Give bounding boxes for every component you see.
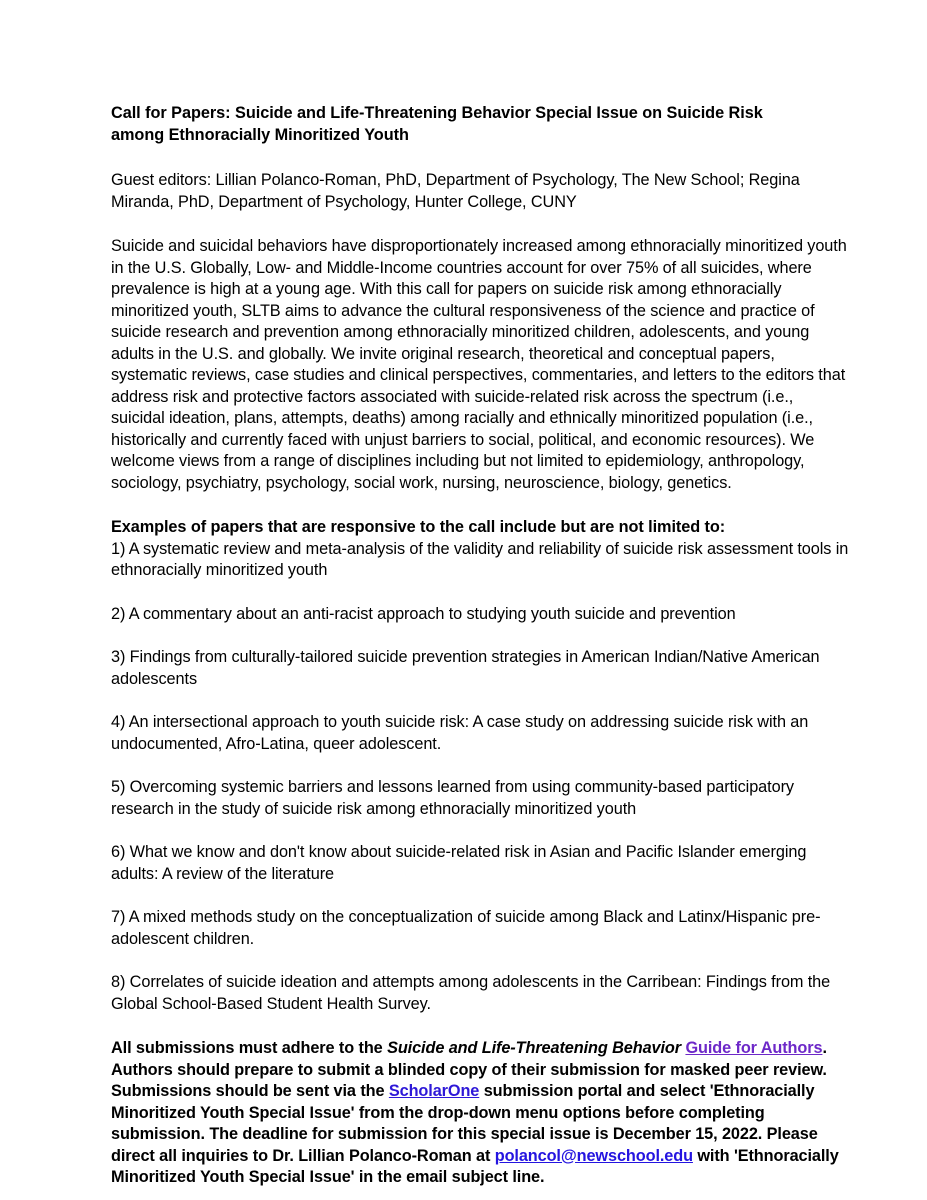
journal-name-italic: Suicide and Life-Threatening Behavior: [387, 1039, 681, 1057]
spacer-before-submission: [111, 1015, 849, 1038]
example-item-6: 6) What we know and don't know about suicide-related risk in Asian and Pacific Islander emerging adults: A review of the literature: [111, 843, 807, 883]
email-link[interactable]: polancol@newschool.edu: [494, 1146, 693, 1165]
example-item-7: 7) A mixed methods study on the conceptualization of suicide among Black and Latinx/Hispanic pre-adolescent children.: [111, 908, 821, 948]
example-item-1: 1) A systematic review and meta-analysis of the validity and reliability of suicide risk assessment tools in ethnoracially minoritized youth: [111, 539, 849, 579]
spacer-item-4: [111, 755, 849, 777]
submission-paragraph: [111, 1038, 841, 1189]
guest-editors-paragraph: Guest editors: Lillian Polanco-Roman, PhD, Department of Psychology, The New School; Regina Miranda, PhD, Department of Psychology, Hunter College, CUNY: [111, 171, 800, 211]
spacer-after-title: [111, 146, 849, 170]
example-item-3: 3) Findings from culturally-tailored suicide prevention strategies in American Indian/Native American adolescents: [111, 648, 820, 688]
submission-text-3: submission portal and select 'Ethnoracially Minoritized Youth Special Issue' from the drop-down menu options before completing submission. The deadline for submission for this special issue is December 15, 2022. Please direct all inquiries to Dr. Lillian Polanco-Roman at: [111, 1082, 818, 1165]
spacer-after-editors: [111, 213, 849, 236]
spacer-item-5: [111, 820, 849, 842]
example-item-8: 8) Correlates of suicide ideation and attempts among adolescents in the Carribean: Findings from the Global School-Based Student Health Survey.: [111, 973, 831, 1013]
spacer-item-7: [111, 950, 849, 972]
page-title: Call for Papers: Suicide and Life-Threatening Behavior Special Issue on Suicide Risk among Ethnoracially Minoritized Youth: [111, 104, 763, 144]
submission-text-4: with 'Ethnoracially Minoritized Youth Special Issue' in the email subject line.: [111, 1146, 839, 1186]
document-content: [111, 103, 849, 1189]
spacer-item-2: [111, 625, 849, 647]
spacer-item-6: [111, 885, 849, 907]
guide-for-authors-link[interactable]: Guide for Authors: [685, 1039, 823, 1057]
spacer-after-intro: [111, 494, 849, 517]
example-item-5: 5) Overcoming systemic barriers and lessons learned from using community-based participatory research in the study of suicide risk among ethnoracially minoritized youth: [111, 778, 794, 818]
scholarone-link[interactable]: ScholarOne: [388, 1082, 480, 1100]
example-item-4: 4) An intersectional approach to youth suicide risk: A case study on addressing suicide risk with an undocumented, Afro-Latina, queer adolescent.: [111, 713, 809, 753]
intro-paragraph: Suicide and suicidal behaviors have disproportionately increased among ethnoracially minoritized youth in the U.S. Globally, Low- and Middle-Income countries account for over 75% of all suicides, where prevalence is high at a young age. With this call for papers on suicide risk among ethnoracially minoritized youth, SLTB aims to advance the cultural responsiveness of the science and practice of suicide research and prevention among ethnoracially minoritized children, adolescents, and young adults in the U.S. and globally. We invite original research, theoretical and conceptual papers, systematic reviews, case studies and clinical perspectives, commentaries, and letters to the editors that address risk and protective factors associated with suicide-related risk across the spectrum (i.e., suicidal ideation, plans, attempts, deaths) among racially and ethnically minoritized population (i.e., historically and currently faced with unjust barriers to social, political, and economic resources). We welcome views from a range of disciplines including but not limited to epidemiology, anthropology, sociology, psychiatry, psychology, social work, nursing, neuroscience, biology, genetics.: [111, 237, 847, 492]
examples-heading: Examples of papers that are responsive to the call include but are not limited to:: [111, 518, 726, 536]
submission-text-2: . Authors should prepare to submit a blinded copy of their submission for masked peer review. Submissions should be sent via the: [111, 1039, 827, 1100]
submission-text-1: All submissions must adhere to the: [111, 1039, 388, 1057]
example-item-2: 2) A commentary about an anti-racist approach to studying youth suicide and prevention: [111, 604, 736, 623]
spacer-item-3: [111, 690, 849, 712]
spacer-item-1: [111, 582, 849, 604]
